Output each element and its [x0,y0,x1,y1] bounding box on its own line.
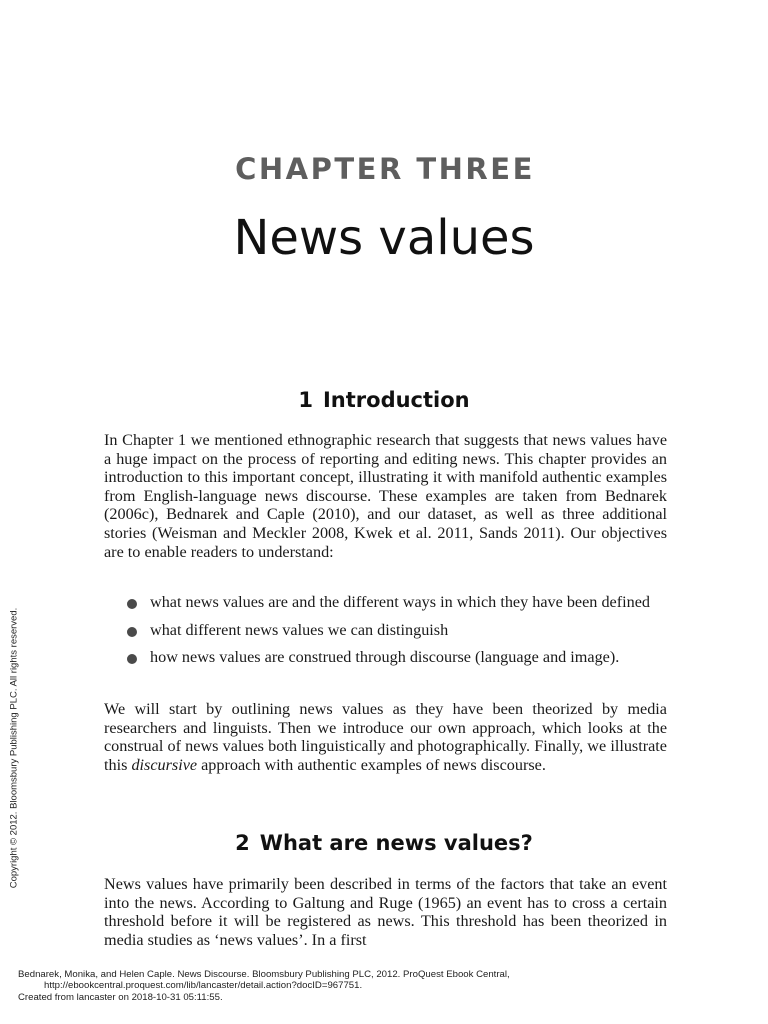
section-heading-what-are-news-values [0,831,768,855]
what-paragraph-1: News values have primarily been described in terms of the factors that take an event into the news. According to Galtung and Ruge (1965) an event has to cross a certain threshold before it will be registered as news. This threshold has been theorized in media studies as ‘news values’. In a first [104,875,667,949]
intro-paragraph-1: In Chapter 1 we mentioned ethnographic research that suggests that news values have a huge impact on the process of reporting and editing news. This chapter provides an introduction to this important concept, illustrating it with manifold authentic examples from English-language news discourse. These examples are taken from Bednarek (2006c), Bednarek and Caple (2010), and our dataset, as well as three additional stories (Weisman and Meckler 2008, Kwek et al. 2011, Sands 2011). Our objectives are to enable readers to understand: [104,431,667,561]
section-number: 1 [298,388,313,412]
list-item-text: how news values are construed through discourse (language and image). [150,648,620,666]
list-item-text: what news values are and the different ways in which they have been defined [150,593,650,611]
paragraph-text: We will start by outlining news values as they have been theorized by media researchers and linguists. Then we introduce our own approach, which looks at the construal of news values both linguistically and photographically. Finally, we illustrate this [104,700,667,774]
chapter-label: CHAPTER THREE [235,152,535,186]
objectives-list [104,594,667,677]
list-item-text: what different news values we can distinguish [150,621,449,639]
list-item [104,649,667,666]
intro-paragraph-2 [104,700,667,774]
section-heading-introduction [0,388,768,412]
bullet-icon [127,627,137,637]
section-title: Introduction [322,388,470,412]
list-item [104,622,667,639]
emphasis-text: discursive [131,755,198,774]
section-number: 2 [235,831,250,855]
bullet-icon [127,599,137,609]
chapter-title: News values [233,210,535,266]
footer-citation: Bednarek, Monika, and Helen Caple. News Discourse. Bloomsbury Publishing PLC, 2012. ProQuest Ebook Central, [18,969,510,980]
bullet-icon [127,654,137,664]
footer-created: Created from lancaster on 2018-10-31 05:11:55. [18,991,223,1003]
section-title: What are news values? [259,831,533,855]
side-copyright-notice: Copyright © 2012. Bloomsbury Publishing PLC. All rights reserved. [8,607,20,889]
footer-url[interactable]: http://ebookcentral.proquest.com/lib/lancaster/detail.action?docID=967751. [44,980,363,992]
list-item [104,594,667,611]
page-footer [18,969,510,1003]
paragraph-text: approach with authentic examples of news discourse. [197,755,546,774]
